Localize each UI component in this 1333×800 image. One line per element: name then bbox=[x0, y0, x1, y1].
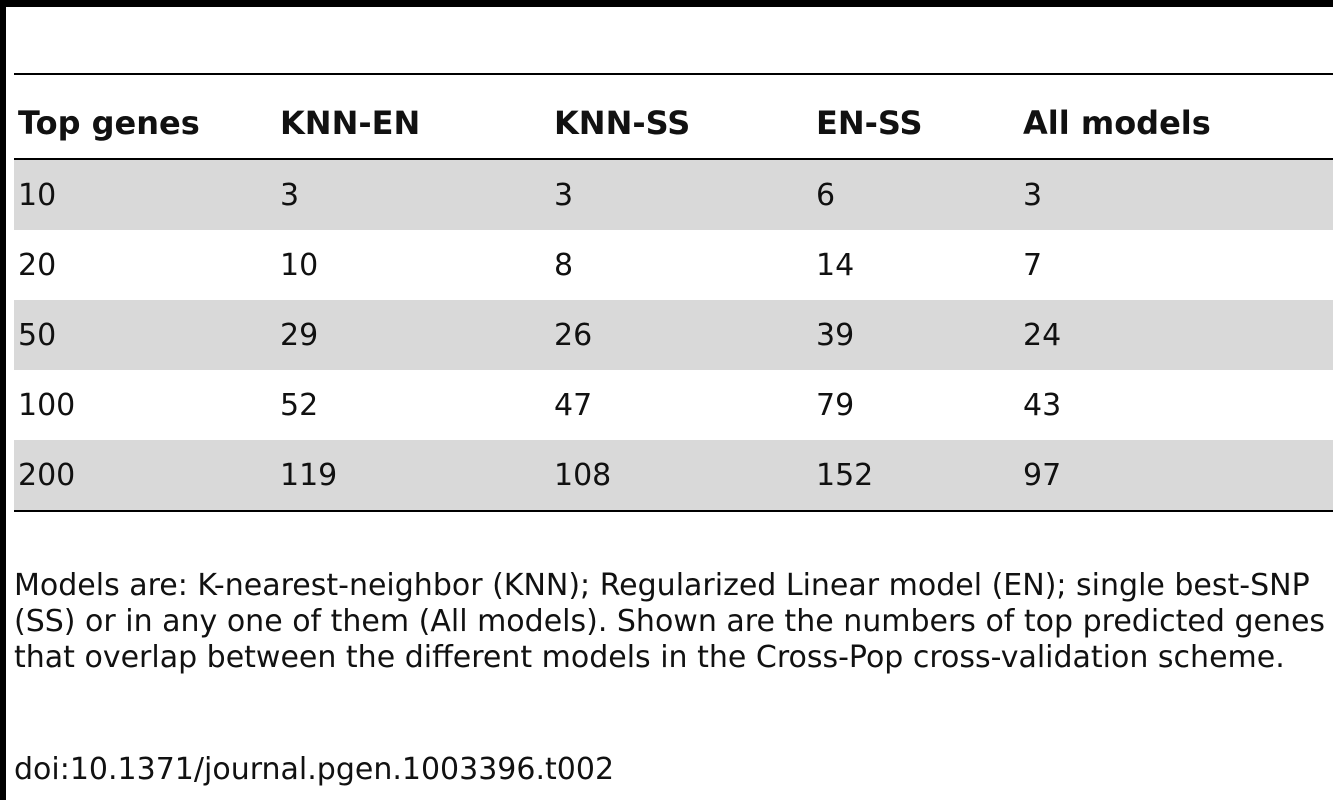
data-table-container bbox=[14, 88, 1333, 512]
cell-all-models: 7 bbox=[1023, 247, 1043, 283]
table-top-border bbox=[0, 0, 1333, 7]
cell-en-ss: 6 bbox=[812, 159, 1019, 230]
cell-knn-en: 119 bbox=[276, 440, 550, 511]
cell-en-ss: 14 bbox=[816, 247, 855, 283]
table-row bbox=[14, 159, 1333, 230]
overlap-table bbox=[14, 88, 1333, 512]
cell-knn-en: 52 bbox=[280, 387, 319, 423]
header-divider bbox=[14, 73, 1333, 75]
cell-top-genes: 200 bbox=[14, 440, 276, 511]
column-header-all-models: All models bbox=[1023, 104, 1211, 142]
cell-knn-ss: 3 bbox=[550, 159, 812, 230]
column-header-top-genes: Top genes bbox=[18, 104, 200, 142]
cell-top-genes: 100 bbox=[18, 387, 76, 423]
table-footnote: Models are: K-nearest-neighbor (KNN); Regularized Linear model (EN); single best-SNP (SS) or in any one of them (All models). Shown are the numbers of top predicted genes that overlap between the different models in the Cross-Pop cross-validation scheme. bbox=[14, 568, 1326, 675]
cell-all-models: 97 bbox=[1019, 440, 1333, 511]
cell-knn-ss: 108 bbox=[550, 440, 812, 511]
column-header-knn-ss: KNN-SS bbox=[554, 104, 691, 142]
cell-en-ss: 39 bbox=[812, 300, 1019, 370]
cell-top-genes: 10 bbox=[14, 159, 276, 230]
table-header-row bbox=[14, 88, 1333, 159]
cell-en-ss: 152 bbox=[812, 440, 1019, 511]
table-row bbox=[14, 230, 1333, 300]
cell-top-genes: 50 bbox=[14, 300, 276, 370]
column-header-knn-en: KNN-EN bbox=[280, 104, 421, 142]
cell-all-models: 24 bbox=[1019, 300, 1333, 370]
cell-knn-en: 3 bbox=[276, 159, 550, 230]
cell-en-ss: 79 bbox=[816, 387, 855, 423]
cell-knn-ss: 8 bbox=[554, 247, 574, 283]
table-row bbox=[14, 370, 1333, 440]
table-row bbox=[14, 300, 1333, 370]
cell-knn-en: 29 bbox=[276, 300, 550, 370]
cell-knn-ss: 26 bbox=[550, 300, 812, 370]
cell-top-genes: 20 bbox=[18, 247, 57, 283]
doi-reference: doi:10.1371/journal.pgen.1003396.t002 bbox=[14, 752, 615, 787]
page-left-border bbox=[0, 0, 6, 800]
table-row bbox=[14, 440, 1333, 511]
cell-knn-ss: 47 bbox=[554, 387, 593, 423]
cell-knn-en: 10 bbox=[280, 247, 319, 283]
cell-all-models: 3 bbox=[1019, 159, 1333, 230]
column-header-en-ss: EN-SS bbox=[816, 104, 923, 142]
cell-all-models: 43 bbox=[1023, 387, 1062, 423]
